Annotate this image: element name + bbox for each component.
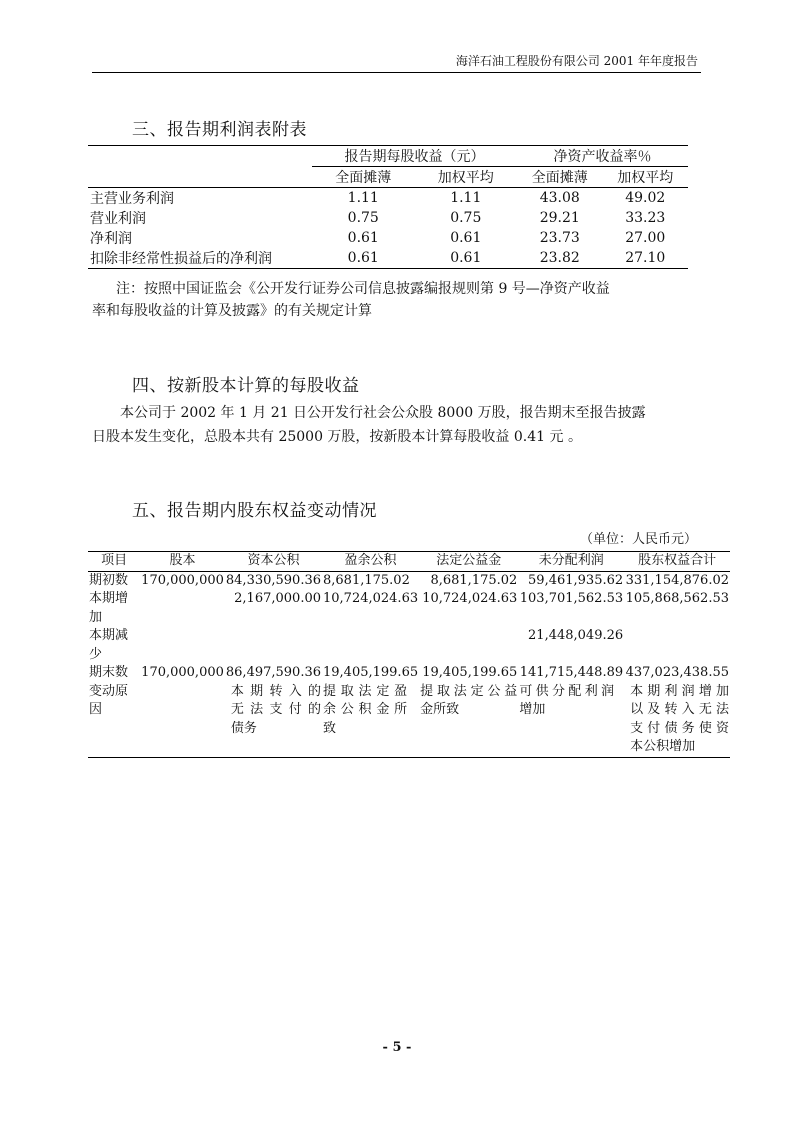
empty-cell: [140, 683, 225, 758]
cell-value: 0.61: [450, 230, 482, 246]
reason-line: 提取法定盈: [323, 683, 408, 699]
cell-value: 170,000,000: [141, 665, 224, 680]
column-header: 盈余公积: [322, 552, 419, 572]
cell-value: [322, 627, 419, 664]
cell-value: 59,461,935.62: [528, 572, 624, 588]
reason-line: 债务: [230, 720, 257, 736]
reason-surplus-reserve: [322, 683, 419, 758]
row-label: 本期减少: [89, 628, 129, 662]
section4-title: 四、按新股本计算的每股收益: [132, 376, 360, 396]
cell-value: 0.61: [450, 250, 482, 266]
cell-value: [225, 627, 322, 664]
table-row: [88, 248, 688, 269]
cell-value: 23.73: [539, 230, 580, 246]
cell-value: 0.75: [450, 210, 482, 226]
cell-value: 103,701,562.53: [519, 591, 624, 606]
cell-value: 84,330,590.36: [225, 572, 321, 588]
reason-line: 本期利润增加: [630, 683, 729, 699]
table-row: [88, 590, 730, 627]
column-header: 项目: [88, 552, 140, 572]
cell-value: 10,724,024.63: [323, 591, 419, 606]
column-header: 股本: [140, 552, 225, 572]
cell-value: 27.10: [625, 250, 666, 266]
column-header: 股东权益合计: [624, 552, 730, 572]
cell-value: 33.23: [625, 210, 666, 226]
group-header-eps: 报告期每股收益（元）: [312, 146, 517, 167]
equity-changes-table: [88, 551, 730, 758]
cell-value: 1.11: [347, 190, 379, 206]
cell-value: [140, 590, 225, 627]
section4-paragraph-line-2: 日股本发生变化，总股本共有 25000 万股，按新股本计算每股收益 0.41 元 。: [92, 429, 582, 445]
reason-total: [624, 683, 730, 758]
reason-line: 以及转入无法: [630, 702, 729, 717]
section3-title: 三、报告期利润表附表: [132, 120, 307, 140]
subheader-cell: 加权平均: [617, 170, 674, 186]
cell-value: 29.21: [539, 210, 580, 226]
empty-subheader-cell: [88, 167, 312, 188]
cell-value: [140, 627, 225, 664]
reason-undistributed: [518, 683, 624, 758]
cell-value: 105,868,562.53: [625, 591, 729, 606]
column-header: 法定公益金: [419, 552, 518, 572]
group-header-roe: 净资产收益率％: [517, 146, 688, 167]
cell-value: 1.11: [450, 190, 482, 206]
note-line-1: 注：按照中国证监会《公开发行证券公司信息披露编报规则第 9 号—净资产收益: [116, 281, 610, 297]
header-divider: [92, 72, 701, 73]
section5-title: 五、报告期内股东权益变动情况: [132, 501, 377, 521]
table-row: [88, 627, 730, 664]
cell-value: 8,681,175.02: [323, 572, 410, 588]
empty-header-cell: [88, 146, 312, 167]
profit-supplement-table: [88, 145, 688, 269]
cell-value: 21,448,049.26: [528, 628, 624, 643]
reason-line: 余公积金所: [323, 702, 408, 717]
cell-value: 8,681,175.02: [430, 572, 518, 588]
subheader-cell: 全面摊薄: [335, 170, 392, 186]
reason-line: 提取法定公益: [420, 683, 518, 699]
cell-value: 331,154,876.02: [625, 572, 729, 588]
cell-value: [624, 627, 730, 664]
reason-line: 金所致: [420, 702, 460, 717]
cell-value: 86,497,590.36: [225, 665, 321, 680]
table-row: [88, 664, 730, 683]
table-row: [88, 571, 730, 590]
reason-line: 本期转入的: [230, 683, 321, 699]
row-label: 扣除非经常性损益后的净利润: [90, 251, 272, 267]
reason-line: 可供分配利润: [519, 683, 615, 699]
table-row-reasons: [88, 683, 730, 758]
subheader-cell: 加权平均: [437, 170, 494, 186]
table-row: [88, 208, 688, 228]
note-line-2: 率和每股收益的计算及披露》的有关规定计算: [92, 303, 372, 319]
column-header: 资本公积: [225, 552, 322, 572]
cell-value: 19,405,199.65: [323, 665, 419, 680]
reason-welfare-fund: [419, 683, 518, 758]
cell-value: 2,167,000.00: [234, 591, 321, 606]
row-label: 本期增加: [89, 591, 129, 625]
row-label: 变动原因: [89, 683, 129, 717]
cell-value: 27.00: [625, 230, 666, 246]
reason-line: 支付债务使资: [630, 720, 729, 736]
cell-value: 0.61: [347, 250, 379, 266]
row-label: 净利润: [90, 231, 132, 247]
cell-value: 43.08: [539, 190, 580, 206]
row-label: 期初数: [89, 572, 129, 588]
page-number: - 5 -: [382, 1040, 412, 1055]
cell-value: 49.02: [625, 190, 666, 206]
reason-line: 无法支付的: [230, 702, 321, 717]
cell-value: 141,715,448.89: [519, 665, 624, 680]
row-label: 主营业务利润: [90, 191, 174, 207]
unit-label: （单位：人民币元）: [580, 532, 698, 547]
column-header: 未分配利润: [518, 552, 624, 572]
row-label: 期末数: [89, 665, 129, 680]
cell-value: [419, 627, 518, 664]
cell-value: 19,405,199.65: [422, 665, 518, 680]
table-row: [88, 228, 688, 248]
section4-paragraph-line-1: 本公司于 2002 年 1 月 21 日公开发行社会公众股 8000 万股，报告期末至报告披露: [120, 405, 646, 421]
page-header-title: 海洋石油工程股份有限公司 2001 年年度报告: [455, 54, 698, 68]
reason-line: 本公积增加: [630, 739, 696, 754]
cell-value: 0.61: [347, 230, 379, 246]
cell-value: 437,023,438.55: [625, 665, 729, 680]
reason-line: 增加: [519, 702, 546, 717]
table-row: [88, 188, 688, 209]
cell-value: 10,724,024.63: [422, 591, 518, 606]
cell-value: 170,000,000: [141, 572, 224, 588]
cell-value: 0.75: [347, 210, 379, 226]
reason-capital-reserve: [225, 683, 322, 758]
subheader-cell: 全面摊薄: [531, 170, 588, 186]
cell-value: 23.82: [539, 250, 580, 266]
reason-line: 致: [323, 720, 337, 736]
row-label: 营业利润: [90, 211, 146, 227]
